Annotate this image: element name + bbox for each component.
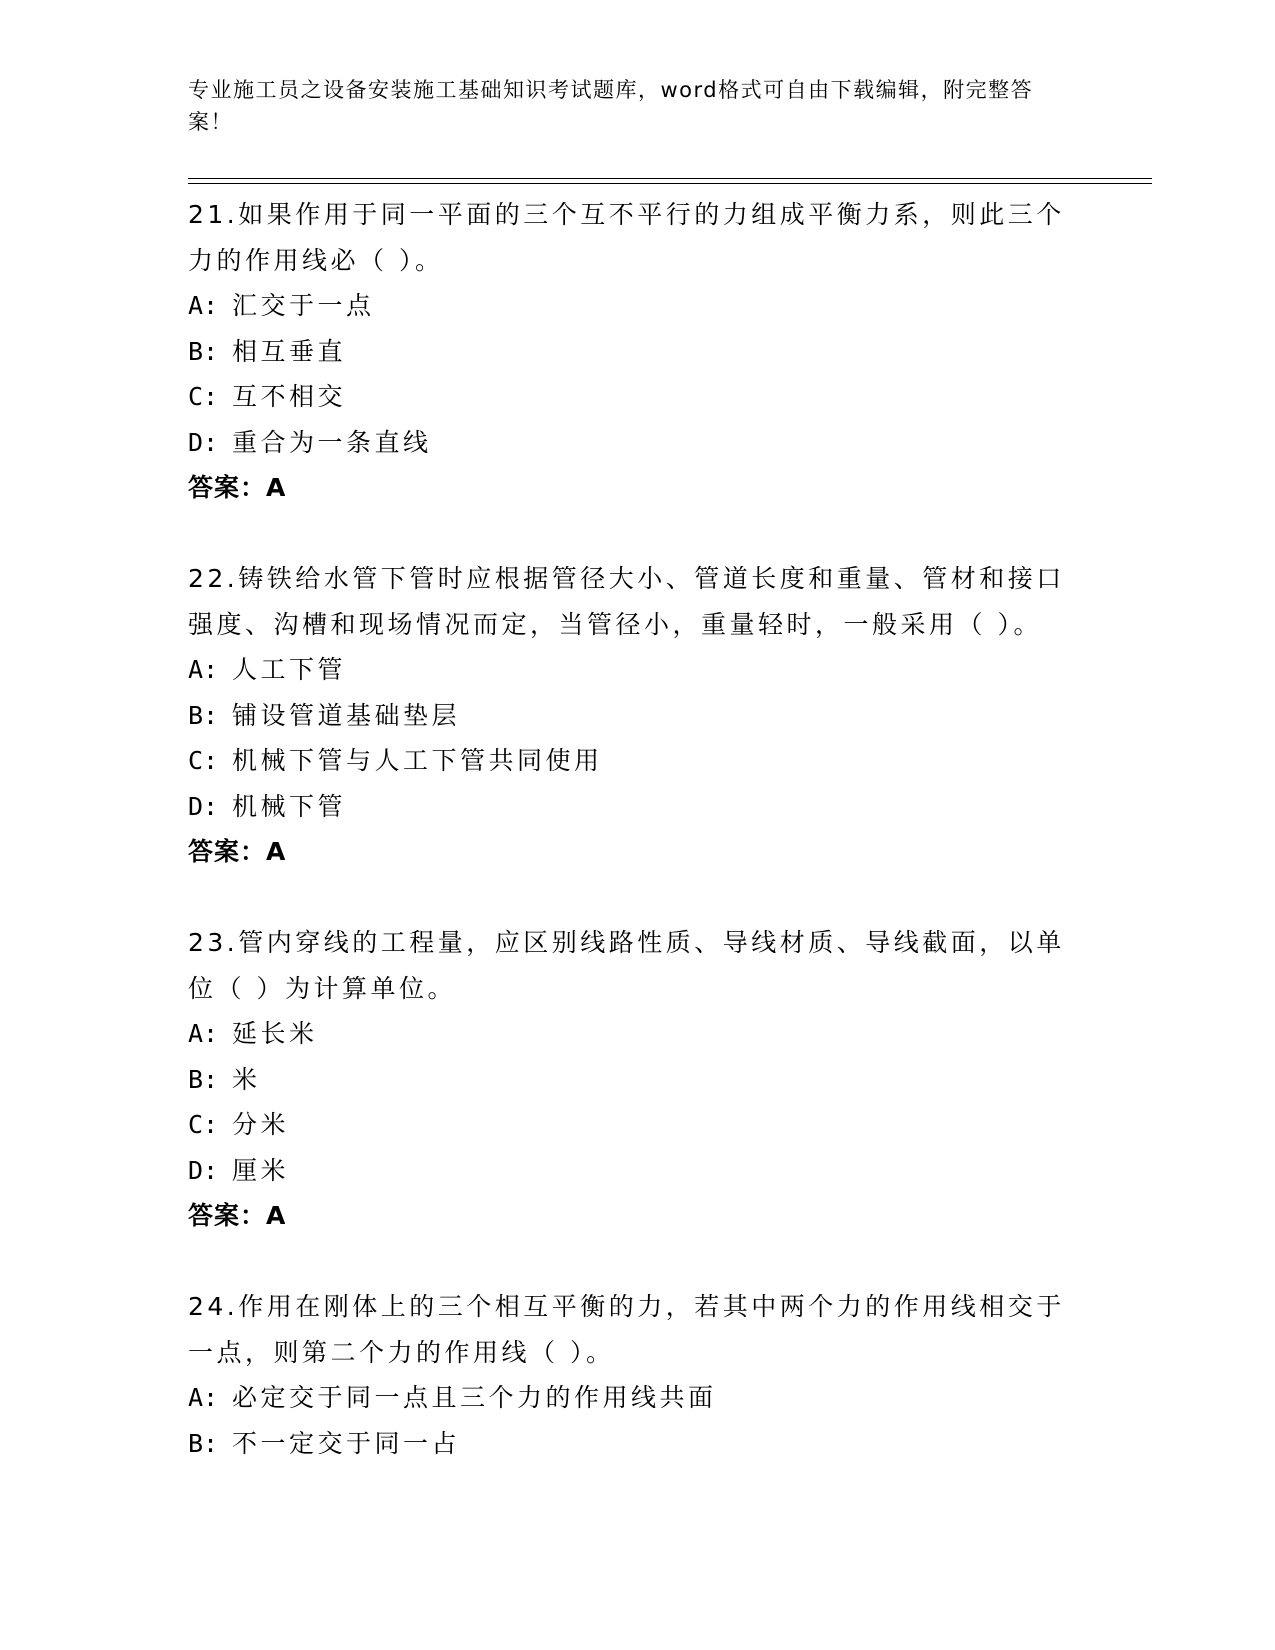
- option-text: 人工下管: [232, 655, 347, 684]
- question-spacer: [188, 511, 1088, 557]
- answer-label: 答案：: [188, 1201, 267, 1230]
- answer-value: A: [266, 837, 287, 866]
- option-b: [188, 329, 1088, 375]
- answer-line: [188, 1193, 1088, 1239]
- option-key: C:: [188, 746, 219, 775]
- option-text: 分米: [232, 1110, 290, 1139]
- option-key: B:: [188, 336, 219, 366]
- option-b: [188, 1057, 1088, 1103]
- header-divider-top: [188, 178, 1152, 179]
- question-text: 铸铁给水管下管时应根据管径大小、管道长度和重量、管材和接口强度、沟槽和现场情况而定，当管径小，重量轻时，一般采用（ ）。: [188, 564, 1065, 639]
- question-number: 23.: [188, 928, 239, 957]
- option-text: 机械下管与人工下管共同使用: [232, 746, 603, 775]
- option-text: 厘米: [232, 1155, 290, 1185]
- option-text: 米: [232, 1064, 261, 1094]
- option-key: B:: [188, 1428, 219, 1458]
- header-divider-bottom: [188, 183, 1152, 184]
- question-22: [188, 556, 1088, 875]
- option-text: 延长米: [232, 1019, 318, 1048]
- option-d: [188, 420, 1088, 466]
- question-text: 作用在刚体上的三个相互平衡的力，若其中两个力的作用线相交于一点，则第二个力的作用线（ ）。: [188, 1292, 1065, 1367]
- answer-value: A: [266, 1201, 287, 1230]
- answer-line: [188, 465, 1088, 511]
- question-23: [188, 920, 1088, 1239]
- option-key: B:: [188, 700, 219, 730]
- question-21: [188, 192, 1088, 511]
- option-text: 重合为一条直线: [232, 427, 432, 457]
- option-a: [188, 647, 1088, 693]
- option-key: D:: [188, 1155, 219, 1185]
- option-b: [188, 693, 1088, 739]
- option-d: [188, 784, 1088, 830]
- question-spacer: [188, 1239, 1088, 1285]
- question-text: 管内穿线的工程量，应区别线路性质、导线材质、导线截面，以单位（ ）为计算单位。: [188, 928, 1065, 1003]
- option-text: 汇交于一点: [232, 291, 375, 320]
- option-a: [188, 283, 1088, 329]
- question-stem: [188, 920, 1088, 1011]
- option-c: [188, 738, 1088, 784]
- option-text: 铺设管道基础垫层: [232, 700, 461, 730]
- question-stem: [188, 556, 1088, 647]
- answer-line: [188, 829, 1088, 875]
- option-key: A:: [188, 1383, 219, 1412]
- document-header: [188, 74, 1078, 138]
- option-text: 相互垂直: [232, 336, 347, 366]
- option-key: C:: [188, 382, 219, 411]
- question-number: 22.: [188, 564, 239, 593]
- option-a: [188, 1011, 1088, 1057]
- question-text: 如果作用于同一平面的三个互不平行的力组成平衡力系，则此三个力的作用线必（ ）。: [188, 200, 1065, 275]
- question-stem: [188, 192, 1088, 283]
- option-key: D:: [188, 427, 219, 457]
- header-text: 专业施工员之设备安装施工基础知识考试题库，word格式可自由下载编辑，附完整答案！: [188, 78, 1034, 134]
- option-key: B:: [188, 1064, 219, 1094]
- option-c: [188, 374, 1088, 420]
- question-number: 24.: [188, 1292, 239, 1321]
- answer-label: 答案：: [188, 837, 267, 866]
- option-key: A:: [188, 291, 219, 320]
- answer-value: A: [266, 473, 287, 502]
- option-a: [188, 1375, 1088, 1421]
- option-text: 机械下管: [232, 791, 347, 821]
- option-key: A:: [188, 1019, 219, 1048]
- option-c: [188, 1102, 1088, 1148]
- question-spacer: [188, 875, 1088, 921]
- question-24: [188, 1284, 1088, 1466]
- question-number: 21.: [188, 200, 239, 229]
- option-key: D:: [188, 791, 219, 821]
- question-stem: [188, 1284, 1088, 1375]
- answer-label: 答案：: [188, 473, 267, 502]
- option-text: 不一定交于同一占: [232, 1428, 461, 1458]
- option-b: [188, 1421, 1088, 1467]
- option-text: 必定交于同一点且三个力的作用线共面: [232, 1383, 717, 1412]
- question-list: [188, 192, 1088, 1466]
- option-d: [188, 1148, 1088, 1194]
- option-key: A:: [188, 655, 219, 684]
- option-text: 互不相交: [232, 382, 347, 411]
- option-key: C:: [188, 1110, 219, 1139]
